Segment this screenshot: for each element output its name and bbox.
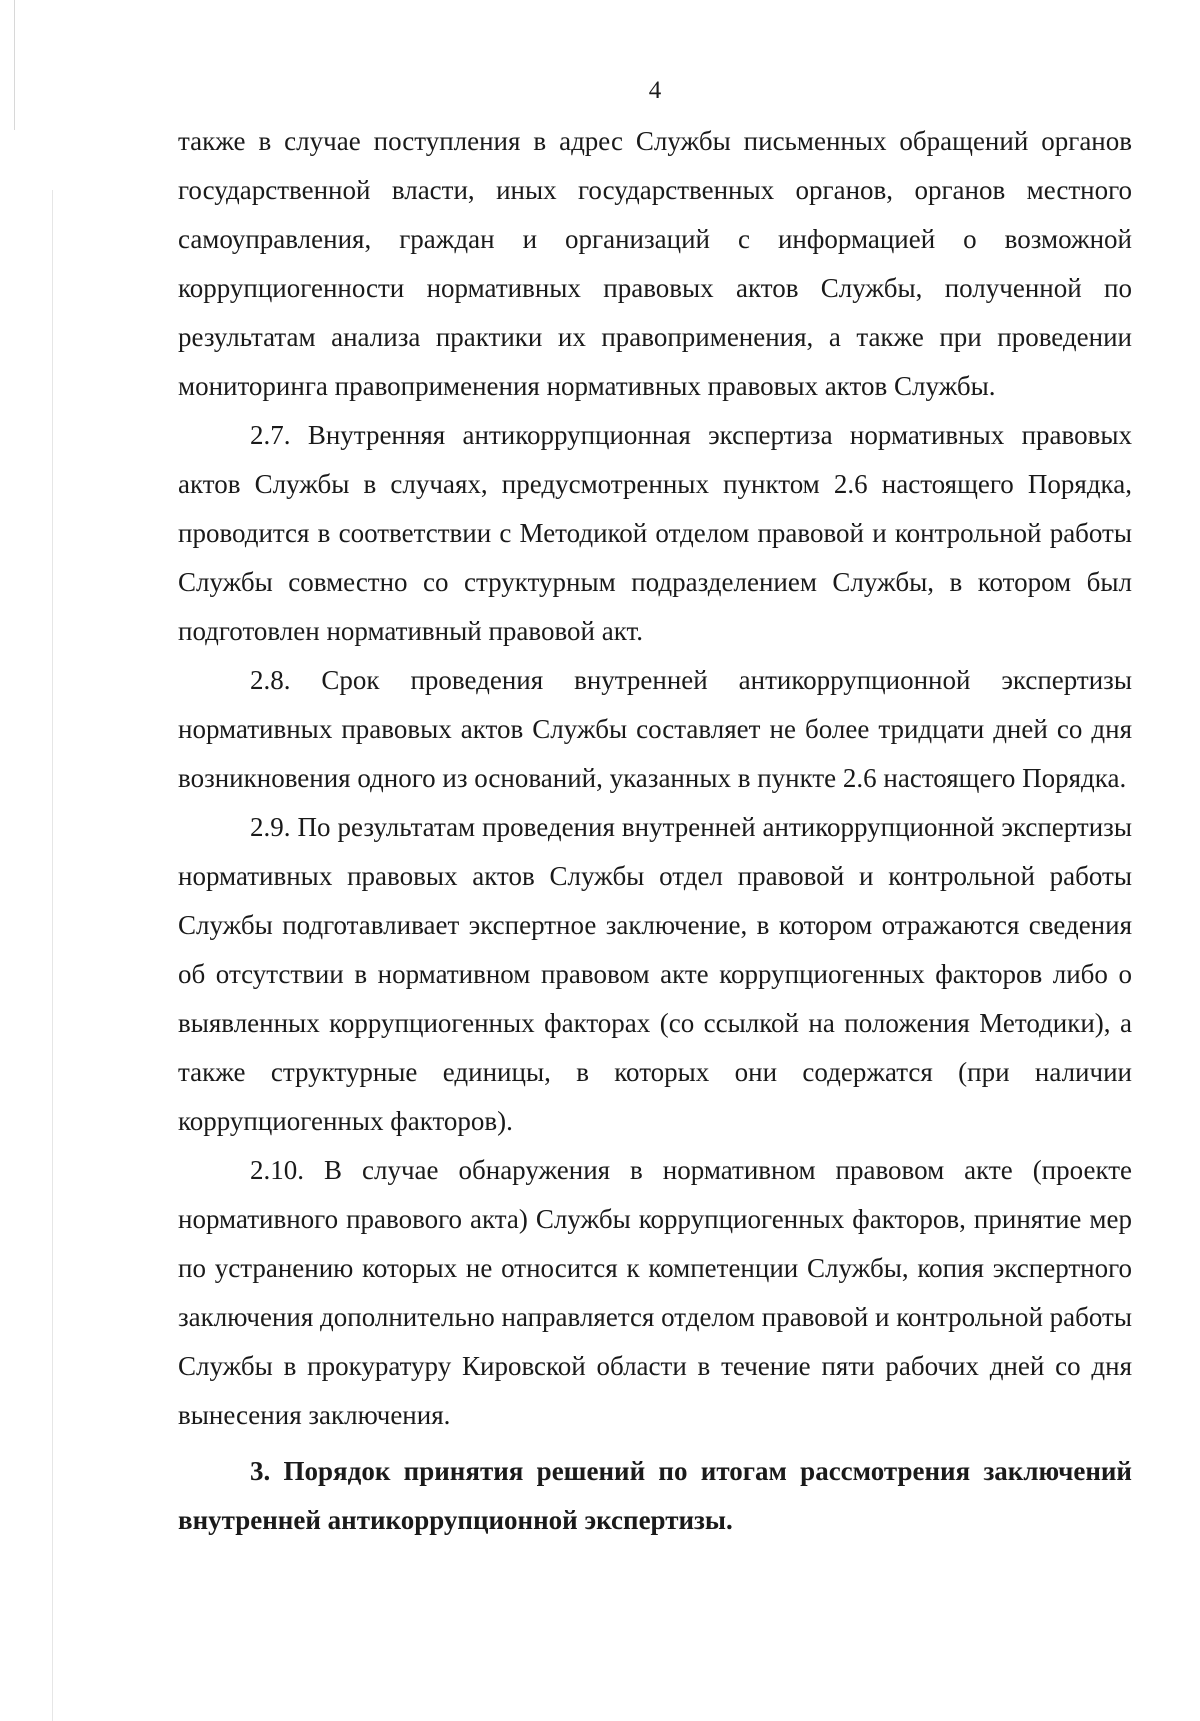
paragraph-continuation: также в случае поступления в адрес Службы письменных обращений органов государственной власти, иных государственных органов, органов местного самоуправления, граждан и организаций с информацией о возможной коррупциогенности нормативных правовых актов Службы, полученной по результатам анализа практики их правоприменения, а также при проведении мониторинга правоприменения нормативных правовых актов Службы. — [178, 126, 1132, 401]
scan-edge-mark — [14, 0, 15, 130]
page-number: 4 — [648, 77, 662, 104]
document-body — [178, 117, 1132, 1545]
section-3-heading: 3. Порядок принятия решений по итогам рассмотрения заключений внутренней антикоррупционной экспертизы. — [178, 1456, 1132, 1535]
paragraph-2-8: 2.8. Срок проведения внутренней антикоррупционной экспертизы нормативных правовых актов Службы составляет не более тридцати дней со дня возникновения одного из оснований, указанных в пункте 2.6 настоящего Порядка. — [178, 665, 1132, 793]
paragraph-2-9: 2.9. По результатам проведения внутренней антикоррупционной экспертизы нормативных правовых актов Службы отдел правовой и контрольной работы Службы подготавливает экспертное заключение, в котором отражаются сведения об отсутствии в нормативном правовом акте коррупциогенных факторов либо о выявленных коррупциогенных факторах (со ссылкой на положения Методики), а также структурные единицы, в которых они содержатся (при наличии коррупциогенных факторов). — [178, 812, 1132, 1136]
paragraph-2-10: 2.10. В случае обнаружения в нормативном правовом акте (проекте нормативного правового акта) Службы коррупциогенных факторов, принятие мер по устранению которых не относится к компетенции Службы, копия экспертного заключения дополнительно направляется отделом правовой и контрольной работы Службы в прокуратуру Кировской области в течение пяти рабочих дней со дня вынесения заключения. — [178, 1155, 1132, 1430]
scan-edge-mark-lower — [52, 190, 53, 1721]
paragraph-2-7: 2.7. Внутренняя антикоррупционная экспертиза нормативных правовых актов Службы в случаях, предусмотренных пунктом 2.6 настоящего Порядка, проводится в соответствии с Методикой отделом правовой и контрольной работы Службы совместно со структурным подразделением Службы, в котором был подготовлен нормативный правовой акт. — [178, 420, 1132, 646]
